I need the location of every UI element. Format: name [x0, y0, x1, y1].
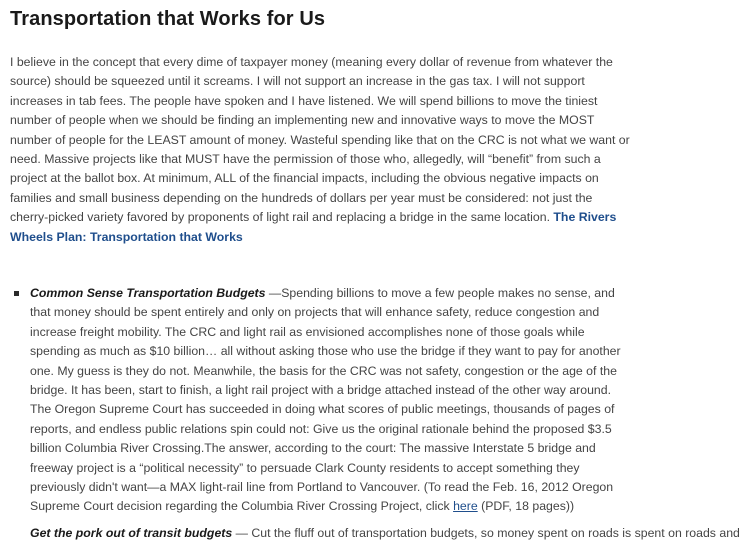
square-bullet-icon	[14, 291, 19, 296]
court-decision-pdf-link[interactable]: here	[453, 499, 478, 514]
cutoff-bullet-text: — Cut the fluff out of transportation budgets, so money spent on roads is spent on roads and	[232, 526, 740, 540]
intro-text: I believe in the concept that every dime of taxpayer money (meaning every dollar of revenue from whatever the source) should be squeezed until it screams. I will not support an increase in the gas tax. I will not support increases in tab fees. The people have spoken and I have listened. We will spend billions to move the tiniest number of people when we should be finding an implementing new and innovative ways to move the MOST number of people for the LEAST amount of money. Wasteful spending like that on the CRC is not what we want or need. Massive projects like that MUST have the permission of those who, allegedly, will “benefit” from such a project at the ballot box. At minimum, ALL of the financial impacts, including the obvious negative impacts on families and small business depending on the hundreds of dollars per year must be considered: not just the cherry-picked variety favored by proponents of light rail and replacing a bridge in the same location.	[10, 55, 630, 225]
bullet-body-text: —Spending billions to move a few people makes no sense, and that money should be spent entirely and only on projects that will enhance safety, reduce congestion and increase freight mobility. The CRC and light rail as envisioned accomplishes none of those goals while spending as much as $10 billion… all without asking those who use the bridge if they want to pay for another one. My guess is they do not. Meanwhile, the basis for the CRC was not safety, congestion or the age of the bridge. It has been, start to finish, a light rail project with a bridge attached instead of the other way around. The Oregon Supreme Court has succeeded in doing what scores of public meetings, thousands of pages of reports, and endless public relations spin could not: Give us the original rationale behind the proposed $3.5 billion Columbia River Crossing.The answer, according to the court: The massive Interstate 5 bridge and freeway project is a “political necessity” to persuade Clark County residents to accept something they previously didn't want—a MAX light-rail line from Portland to Vancouver. (To read the Feb. 16, 2012 Oregon Supreme Court decision regarding the Columbia River Crossing Project, click	[30, 286, 621, 514]
rivers-wheels-plan-link[interactable]: The Rivers Wheels Plan: Transportation that Works	[10, 210, 617, 244]
policy-bullet-list	[10, 284, 632, 517]
bullet-heading: Common Sense Transportation Budgets	[30, 286, 266, 300]
cutoff-list-item	[30, 524, 740, 543]
cutoff-bullet-heading: Get the pork out of transit budgets	[30, 526, 233, 540]
bullet-body-text-end: (PDF, 18 pages))	[477, 499, 575, 514]
list-item	[10, 284, 632, 517]
intro-paragraph	[10, 53, 632, 247]
page-title: Transportation that Works for Us	[10, 8, 326, 30]
